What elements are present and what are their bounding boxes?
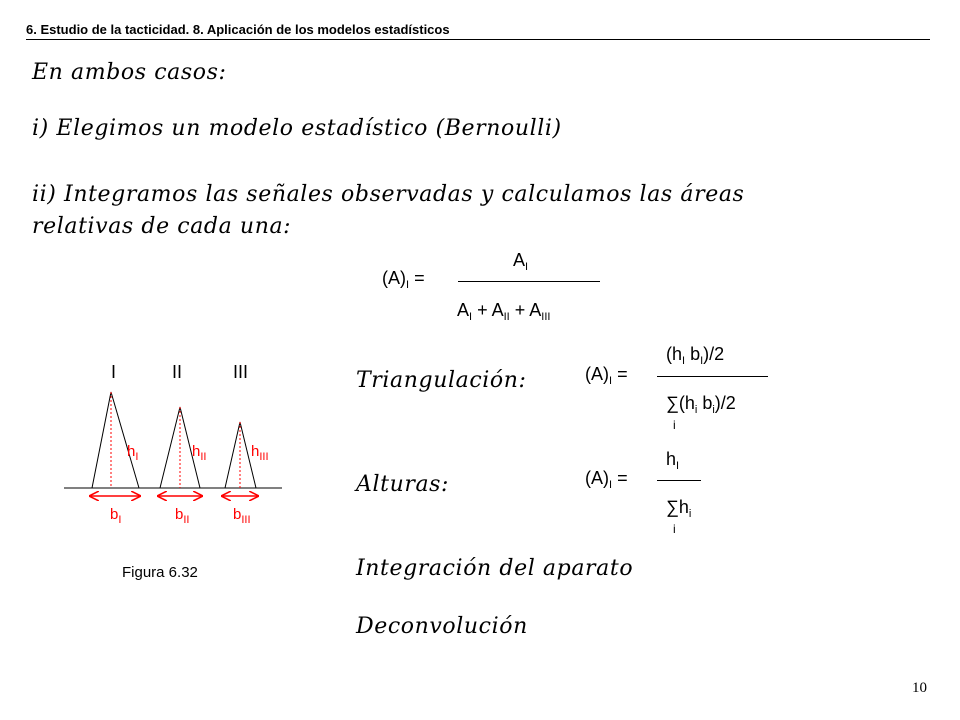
peak-label-3: III — [233, 362, 249, 382]
header-title: 6. Estudio de la tacticidad. 8. Aplicación de los modelos estadísticos — [26, 22, 450, 37]
eq-alt-sum-index: i — [673, 522, 676, 536]
eq-tri-numerator: ($h_I$ $b_I)/2$ — [666, 344, 725, 367]
eq-main-lhs: $(A)_I$ = — [382, 268, 425, 291]
text-line-2: i) Elegimos un modelo estadístico (Bernoulli) — [32, 116, 562, 141]
eq-alt-numerator: $h_I$ — [666, 449, 680, 472]
page-number: 10 — [912, 680, 927, 696]
text-line-3b: relativas de cada una: — [32, 214, 292, 239]
sum-icon: ∑ — [666, 497, 679, 517]
height-label-1: $h_I$ — [127, 443, 139, 463]
eq-main-numerator: $A_I$ — [513, 250, 529, 273]
base-label-1: $b_I$ — [110, 506, 122, 526]
eq-alt-fraction-bar — [657, 480, 701, 481]
eq-alt-denominator: $\sum h_i$ — [666, 497, 692, 520]
text-line-3a: ii) Integramos las señales observadas y calculamos las áreas — [32, 182, 745, 207]
method-alturas: Alturas: — [356, 472, 450, 497]
eq-tri-fraction-bar — [657, 376, 768, 377]
peak-label-1: I — [111, 362, 117, 382]
method-triangulacion: Triangulación: — [356, 368, 527, 393]
method-integracion: Integración del aparato — [356, 556, 634, 581]
base-label-2: $b_{II}$ — [175, 506, 190, 526]
sum-icon: ∑ — [666, 393, 679, 413]
peak-label-2: II — [172, 362, 183, 382]
method-deconvolucion: Deconvolución — [356, 614, 528, 639]
eq-main-denominator: $A_I + A_{II} + A_{III}$ — [457, 300, 551, 323]
peak-triangle-1 — [92, 392, 139, 488]
figure-caption: Figura 6.32 — [122, 564, 198, 581]
eq-tri-denominator: $\sum(h_i$ $b_i)/2$ — [666, 393, 736, 416]
base-label-3: $b_{III}$ — [233, 506, 251, 526]
eq-tri-lhs: $(A)_I$ = — [585, 364, 628, 387]
height-label-2: $h_{II}$ — [192, 443, 207, 463]
height-label-3: $h_{III}$ — [251, 443, 269, 463]
eq-tri-sum-index: i — [673, 418, 676, 432]
eq-alt-lhs: $(A)_I$ = — [585, 468, 628, 491]
text-line-1: En ambos casos: — [32, 60, 227, 85]
